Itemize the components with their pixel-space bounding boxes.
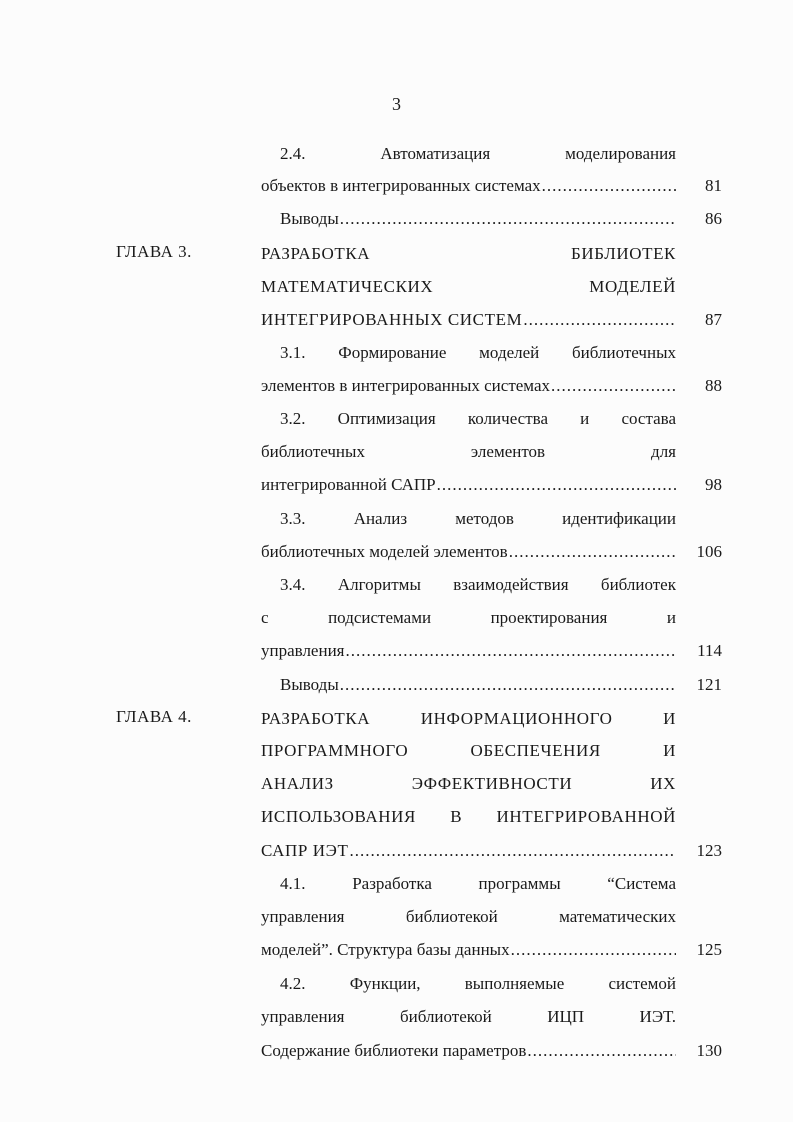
- chapter-4-title-line-2: ПРОГРАММНОГО ОБЕСПЕЧЕНИЯ И: [261, 741, 676, 760]
- toc-line-4-2-cont: управления библиотекой ИЦП ИЭТ.: [261, 1007, 676, 1026]
- toc-entry-4-1: [261, 938, 676, 962]
- toc-line-text: интегрированной САПР: [261, 475, 436, 494]
- toc-entry-3-2: [261, 473, 676, 497]
- toc-page-number: 114: [697, 641, 722, 660]
- toc-entry-3-1: [261, 374, 676, 398]
- toc-line-text: Содержание библиотеки параметров: [261, 1041, 527, 1060]
- toc-line-3-1-title: 3.1. Формирование моделей библиотечных: [280, 343, 676, 362]
- dot-leader: [542, 174, 676, 198]
- toc-line-text: элементов в интегрированных системах: [261, 376, 550, 395]
- chapter-4-title-line-1: РАЗРАБОТКА ИНФОРМАЦИОННОГО И: [261, 709, 676, 728]
- chapter-4-title-line-4: ИСПОЛЬЗОВАНИЯ В ИНТЕГРИРОВАННОЙ: [261, 807, 676, 826]
- toc-line-3-4-cont: с подсистемами проектирования и: [261, 608, 676, 627]
- toc-line-2-4-title: 2.4. Автоматизация моделирования: [280, 144, 676, 163]
- toc-line-3-3-title: 3.3. Анализ методов идентификации: [280, 509, 676, 528]
- dot-leader: [509, 540, 676, 564]
- dot-leader: [527, 1039, 676, 1063]
- toc-page-number: 106: [696, 542, 722, 561]
- toc-line-4-2-title: 4.2. Функции, выполняемые системой: [280, 974, 676, 993]
- dot-leader: [551, 374, 676, 398]
- toc-line-4-1-title: 4.1. Разработка программы “Система: [280, 874, 676, 893]
- dot-leader: [523, 308, 676, 332]
- toc-page-number: 88: [705, 376, 722, 395]
- chapter-3-label: ГЛАВА 3.: [116, 242, 192, 261]
- toc-line-text: управления: [261, 641, 345, 660]
- toc-page-number: 130: [696, 1041, 722, 1060]
- toc-line-text: Выводы: [280, 209, 339, 228]
- toc-entry-conclusions-2: [280, 207, 676, 231]
- dot-leader: [349, 839, 676, 863]
- toc-entry-2-4: [261, 174, 676, 198]
- dot-leader: [340, 207, 676, 231]
- toc-line-text: объектов в интегрированных системах: [261, 176, 541, 195]
- toc-entry-3-4: [261, 639, 676, 663]
- toc-page-number: 87: [705, 310, 722, 329]
- toc-entry-4-2: [261, 1039, 676, 1063]
- toc-page-number: 123: [696, 841, 722, 860]
- toc-line-text: библиотечных моделей элементов: [261, 542, 508, 561]
- toc-line-3-2-cont: библиотечных элементов для: [261, 442, 676, 461]
- chapter-4-title-line-5: [261, 839, 676, 863]
- toc-entry-3-3: [261, 540, 676, 564]
- toc-page-number: 125: [696, 940, 722, 959]
- toc-line-text: ИНТЕГРИРОВАННЫХ СИСТЕМ: [261, 310, 523, 329]
- dot-leader: [511, 938, 676, 962]
- dot-leader: [437, 473, 676, 497]
- toc-page-number: 121: [696, 675, 722, 694]
- toc-page-number: 81: [705, 176, 722, 195]
- chapter-4-label: ГЛАВА 4.: [116, 707, 192, 726]
- toc-page-number: 98: [705, 475, 722, 494]
- toc-line-text: моделей”. Структура базы данных: [261, 940, 510, 959]
- toc-line-text: САПР ИЭТ: [261, 841, 349, 860]
- page-number: 3: [392, 94, 401, 114]
- toc-page-number: 86: [705, 209, 722, 228]
- toc-line-text: Выводы: [280, 675, 339, 694]
- dot-leader: [340, 673, 676, 697]
- toc-line-3-4-title: 3.4. Алгоритмы взаимодействия библиотек: [280, 575, 676, 594]
- chapter-3-title-line-1: РАЗРАБОТКА БИБЛИОТЕК: [261, 244, 676, 263]
- chapter-3-title-line-3: [261, 308, 676, 332]
- toc-line-4-1-cont: управления библиотекой математических: [261, 907, 676, 926]
- dot-leader: [346, 639, 677, 663]
- chapter-3-title-line-2: МАТЕМАТИЧЕСКИХ МОДЕЛЕЙ: [261, 277, 676, 296]
- toc-line-3-2-title: 3.2. Оптимизация количества и состава: [280, 409, 676, 428]
- toc-entry-conclusions-3: [280, 673, 676, 697]
- chapter-4-title-line-3: АНАЛИЗ ЭФФЕКТИВНОСТИ ИХ: [261, 774, 676, 793]
